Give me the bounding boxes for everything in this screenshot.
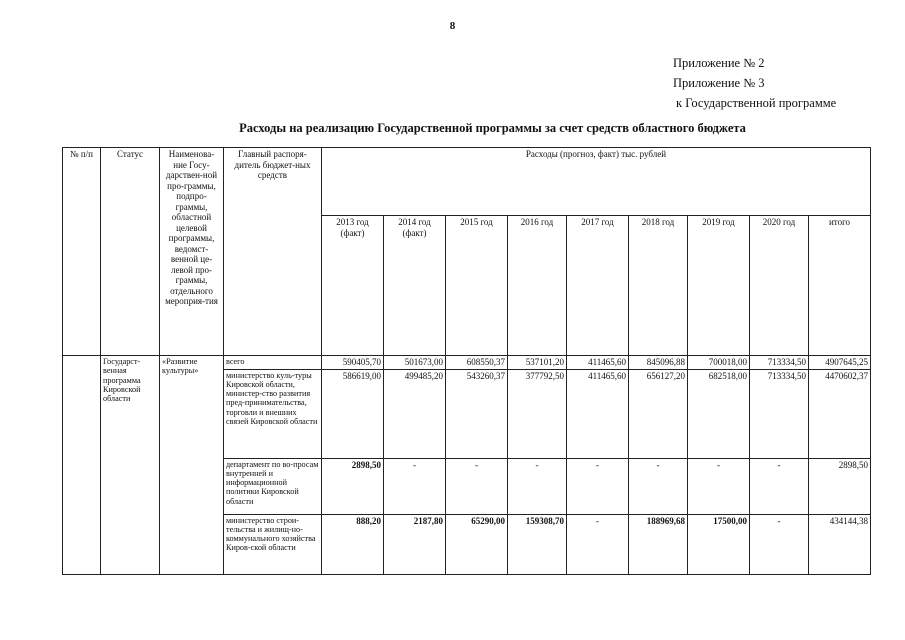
value-cell: 499485,20 — [384, 369, 446, 458]
value-cell: 159308,70 — [508, 514, 567, 574]
page-number: 8 — [449, 20, 456, 32]
executor-cell: департамент по во-просам внутренней и информационной политики Кировской области — [224, 458, 322, 514]
value-cell: 713334,50 — [750, 356, 809, 370]
value-cell: 700018,00 — [688, 356, 750, 370]
value-cell: 586619,00 — [322, 369, 384, 458]
header-year: 2020 год — [750, 216, 809, 356]
value-cell: 411465,60 — [567, 356, 629, 370]
header-num: № п/п — [63, 148, 101, 356]
table-row — [63, 356, 871, 370]
value-cell: - — [750, 458, 809, 514]
header-executor: Главный распоря-дитель бюджет-ных средств — [224, 148, 322, 356]
value-cell: 590405,70 — [322, 356, 384, 370]
value-cell: - — [688, 458, 750, 514]
value-cell: - — [567, 458, 629, 514]
document-title: Расходы на реализацию Государственной программы за счет средств областного бюджета — [239, 121, 746, 135]
value-cell: - — [508, 458, 567, 514]
appendix-line-1: Приложение № 2 — [673, 56, 765, 70]
value-cell: 682518,00 — [688, 369, 750, 458]
value-cell: 656127,20 — [629, 369, 688, 458]
value-cell: 4907645,25 — [809, 356, 871, 370]
value-cell: 17500,00 — [688, 514, 750, 574]
value-cell: 845096,88 — [629, 356, 688, 370]
value-cell: - — [750, 514, 809, 574]
value-cell: 888,20 — [322, 514, 384, 574]
status-cell: Государст-венная программа Кировской области — [101, 356, 160, 575]
header-status: Статус — [101, 148, 160, 356]
row-num-cell — [63, 356, 101, 575]
header-expenses: Расходы (прогноз, факт) тыс. рублей — [322, 148, 871, 216]
value-cell: 188969,68 — [629, 514, 688, 574]
header-program-name: Наименова-ние Госу-дарствен-ной про-граммы, подпро-граммы, областной целевой программы, ведомст-венной це-левой про-граммы, отдельного мероприя-тия — [160, 148, 224, 356]
value-cell: 4470602,37 — [809, 369, 871, 458]
header-year: 2014 год (факт) — [384, 216, 446, 356]
header-year: 2018 год — [629, 216, 688, 356]
appendix-line-3: к Государственной программе — [676, 96, 837, 110]
header-year: 2019 год — [688, 216, 750, 356]
value-cell: 713334,50 — [750, 369, 809, 458]
value-cell: - — [384, 458, 446, 514]
value-cell: 501673,00 — [384, 356, 446, 370]
value-cell: 434144,38 — [809, 514, 871, 574]
value-cell: 65290,00 — [446, 514, 508, 574]
value-cell: 2898,50 — [809, 458, 871, 514]
header-total: итого — [809, 216, 871, 356]
budget-table — [62, 147, 871, 575]
value-cell: 377792,50 — [508, 369, 567, 458]
program-name-cell: «Развитие культуры» — [160, 356, 224, 575]
executor-cell: министерство куль-туры Кировской области, министер-ство развития пред-принимательства, торговли и внешних связей Кировской области — [224, 369, 322, 458]
value-cell: 543260,37 — [446, 369, 508, 458]
value-cell: 411465,60 — [567, 369, 629, 458]
header-year: 2016 год — [508, 216, 567, 356]
executor-cell: всего — [224, 356, 322, 370]
header-year: 2017 год — [567, 216, 629, 356]
value-cell: - — [567, 514, 629, 574]
value-cell: - — [446, 458, 508, 514]
header-year: 2015 год — [446, 216, 508, 356]
executor-cell: министерство строи-тельства и жилищ-но-коммунального хозяйства Киров-ской области — [224, 514, 322, 574]
value-cell: 2187,80 — [384, 514, 446, 574]
value-cell: - — [629, 458, 688, 514]
value-cell: 537101,20 — [508, 356, 567, 370]
header-year: 2013 год (факт) — [322, 216, 384, 356]
value-cell: 2898,50 — [322, 458, 384, 514]
appendix-line-2: Приложение № 3 — [673, 76, 765, 90]
value-cell: 608550,37 — [446, 356, 508, 370]
